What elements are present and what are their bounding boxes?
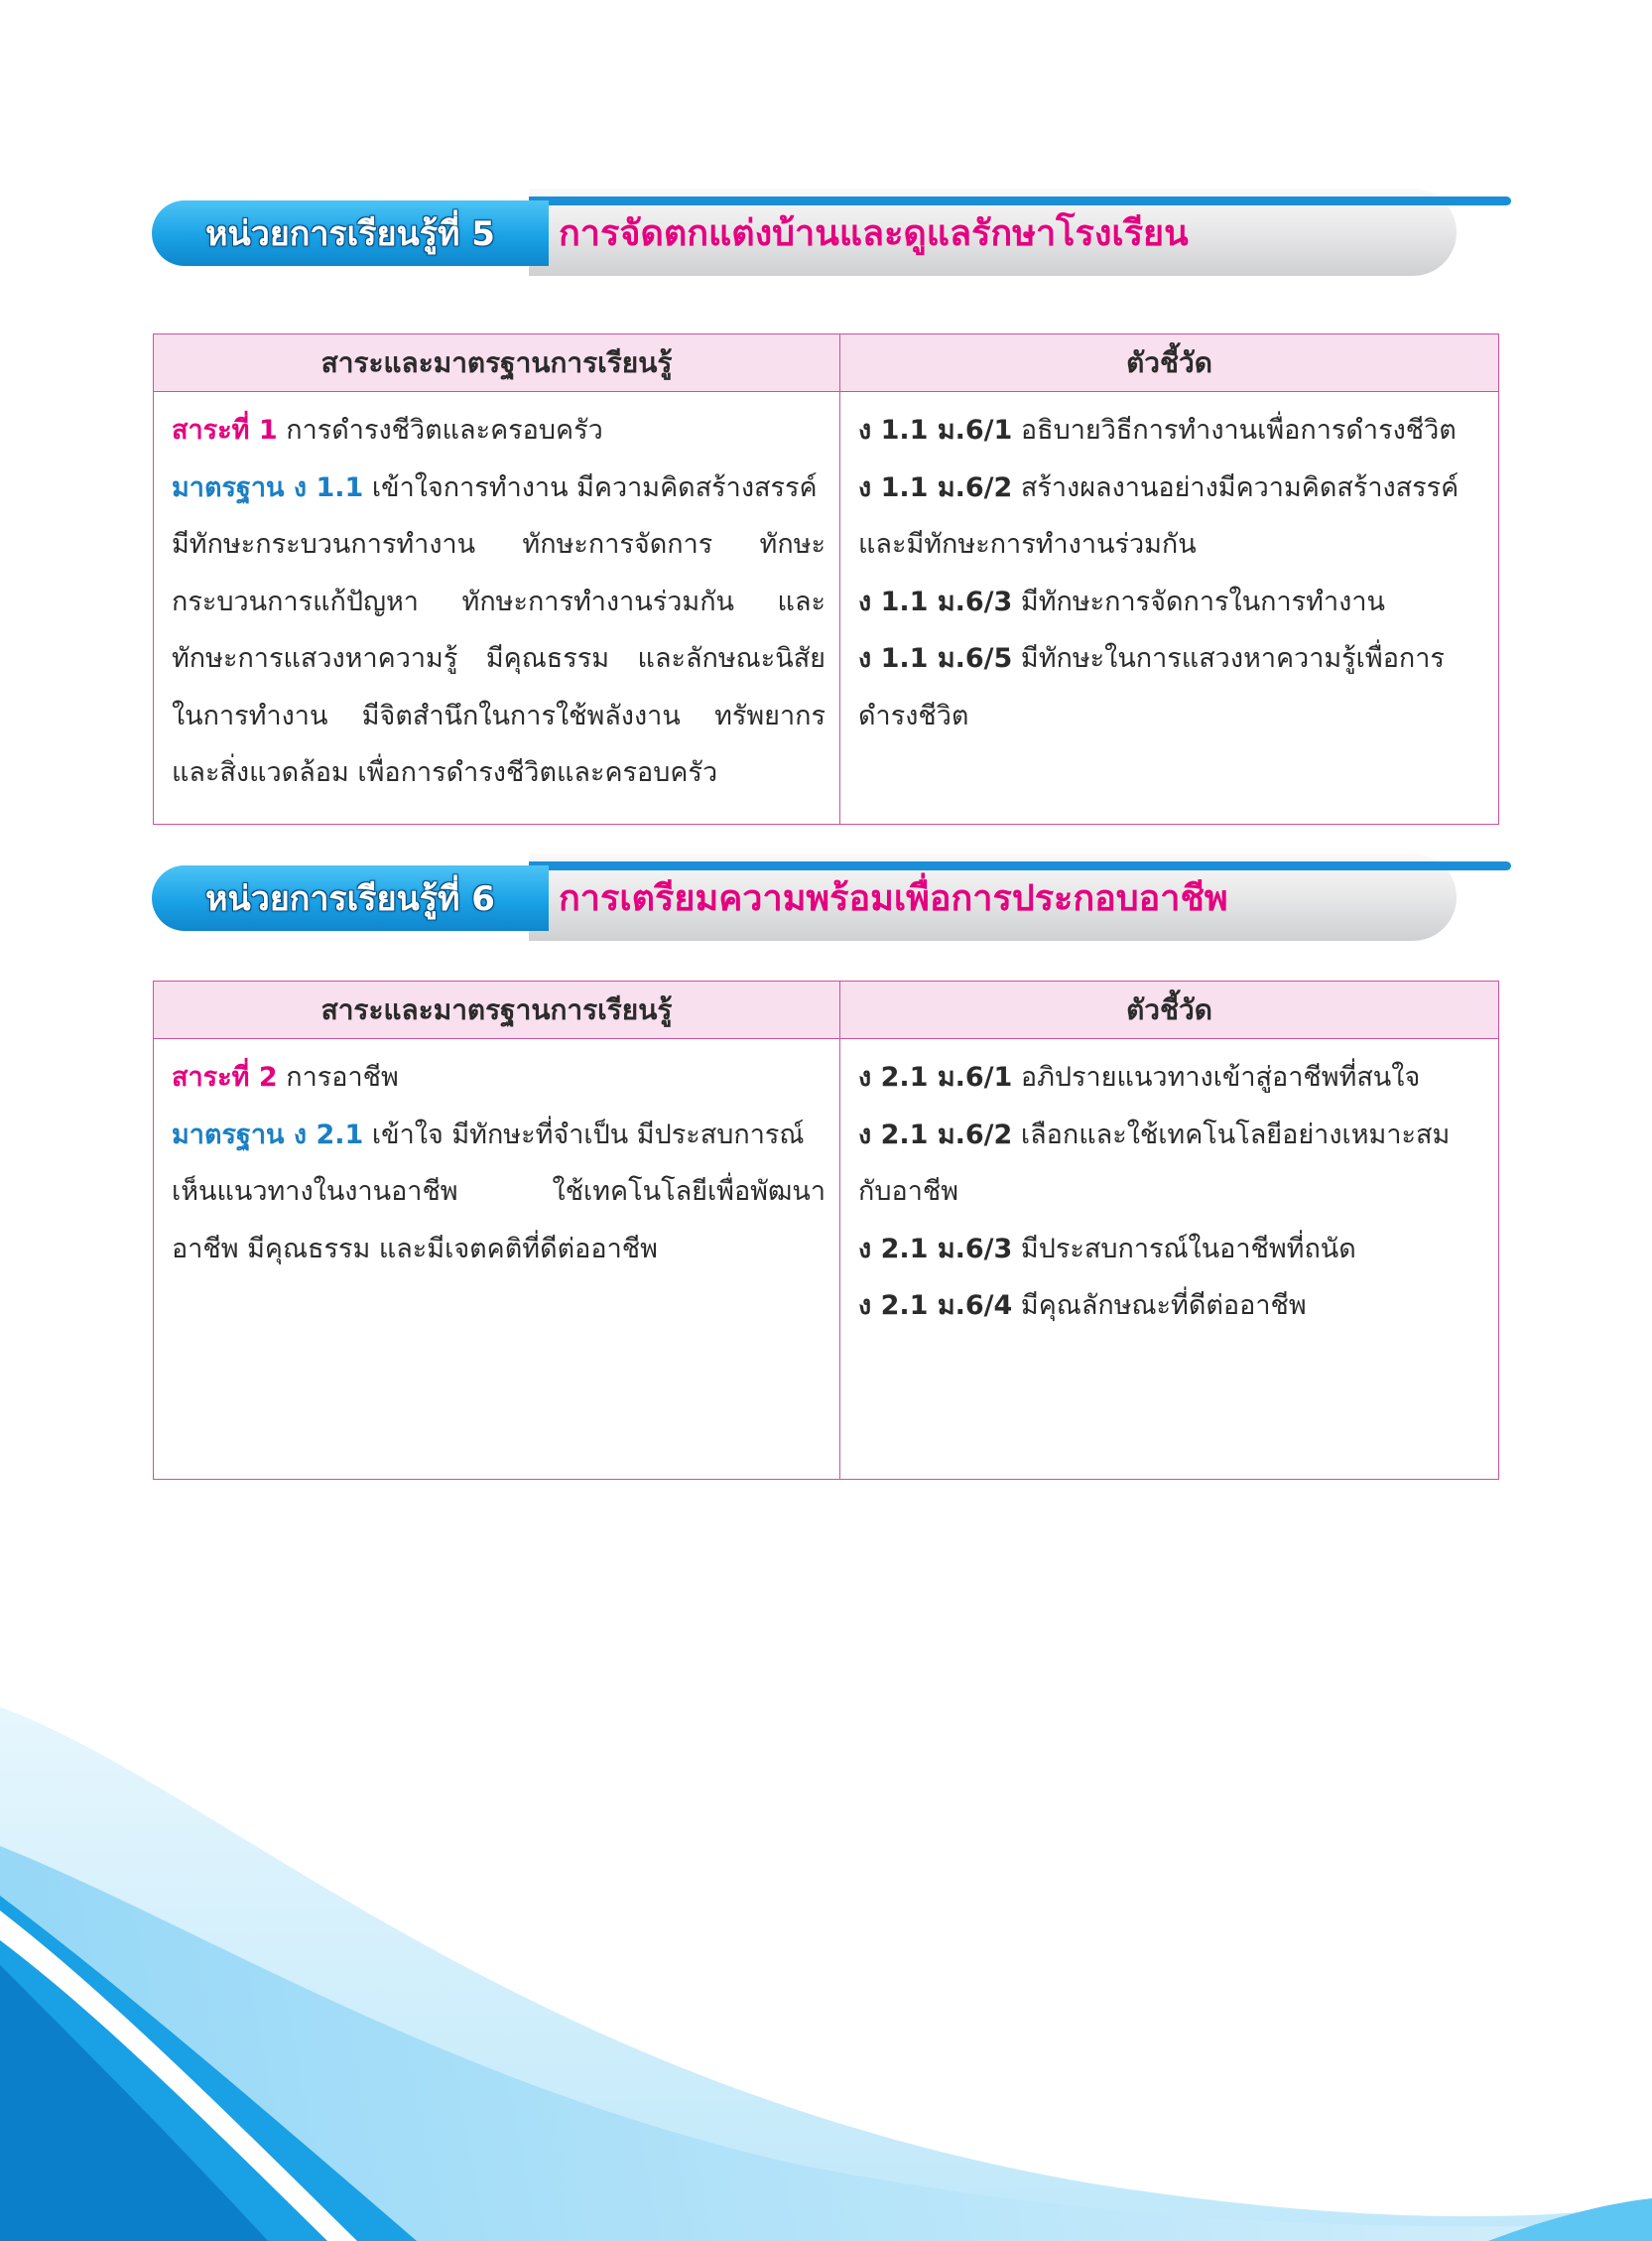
standard-line bbox=[172, 460, 826, 517]
banner-accent-line bbox=[529, 197, 1511, 205]
indicator-text: มีทักษะในการแสวงหาความรู้เพื่อการ bbox=[1020, 643, 1445, 674]
standard-line: เห็นแนวทางในงานอาชีพ ใช้เทคโนโลยีเพื่อพัฒนา bbox=[172, 1176, 826, 1207]
banner-accent-line bbox=[529, 861, 1511, 870]
header-indicators: ตัวชี้วัด bbox=[840, 334, 1499, 392]
standard-label: มาตรฐาน ง 2.1 bbox=[172, 1119, 364, 1150]
indicator-text: อภิปรายแนวทางเข้าสู่อาชีพที่สนใจ bbox=[1020, 1062, 1421, 1093]
unit-label-pill bbox=[152, 865, 549, 931]
indicator-line bbox=[858, 630, 1484, 688]
indicator-code: ง 1.1 ม.6/1 bbox=[858, 415, 1013, 446]
decorative-wave bbox=[0, 1667, 1652, 2241]
header-indicators: ตัวชี้วัด bbox=[840, 982, 1499, 1039]
unit-title: การจัดตกแต่งบ้านและดูแลรักษาโรงเรียน bbox=[559, 213, 1189, 254]
unit-6-table bbox=[153, 981, 1499, 1480]
strand-text: การดำรงชีวิตและครอบครัว bbox=[286, 415, 603, 446]
table-row bbox=[154, 1039, 1499, 1480]
standard-line bbox=[172, 1107, 826, 1164]
unit-label-pill bbox=[152, 200, 549, 266]
indicator-code: ง 2.1 ม.6/4 bbox=[858, 1290, 1013, 1321]
indicator-text: อธิบายวิธีการทำงานเพื่อการดำรงชีวิต bbox=[1020, 415, 1457, 446]
standard-line: ในการทำงาน มีจิตสำนึกในการใช้พลังงาน ทรัพยากร bbox=[172, 700, 826, 731]
header-standards: สาระและมาตรฐานการเรียนรู้ bbox=[154, 982, 840, 1039]
indicator-line: และมีทักษะการทำงานร่วมกัน bbox=[858, 529, 1197, 560]
indicator-text: มีทักษะการจัดการในการทำงาน bbox=[1020, 586, 1385, 617]
indicator-code: ง 1.1 ม.6/5 bbox=[858, 643, 1013, 674]
indicator-text: สร้างผลงานอย่างมีความคิดสร้างสรรค์ bbox=[1020, 471, 1460, 503]
unit-6-banner bbox=[152, 854, 1457, 941]
table-header-row bbox=[154, 334, 1499, 392]
indicator-line bbox=[858, 1221, 1484, 1278]
indicator-text: มีประสบการณ์ในอาชีพที่ถนัด bbox=[1020, 1233, 1356, 1264]
standard-line: และสิ่งแวดล้อม เพื่อการดำรงชีวิตและครอบครัว bbox=[172, 757, 718, 788]
indicator-line bbox=[858, 1049, 1484, 1107]
standard-line: มีทักษะกระบวนการทำงาน ทักษะการจัดการ ทักษะ bbox=[172, 529, 826, 560]
standard-line: ทักษะการแสวงหาความรู้ มีคุณธรรม และลักษณะนิสัย bbox=[172, 643, 826, 674]
standard-line: กระบวนการแก้ปัญหา ทักษะการทำงานร่วมกัน และ bbox=[172, 586, 826, 617]
indicator-line bbox=[858, 1107, 1484, 1164]
strand-text: การอาชีพ bbox=[286, 1062, 399, 1093]
indicator-line bbox=[858, 1277, 1484, 1335]
header-standards: สาระและมาตรฐานการเรียนรู้ bbox=[154, 334, 840, 392]
unit-5-banner bbox=[152, 189, 1457, 276]
unit-5-table bbox=[153, 333, 1499, 825]
table-header-row bbox=[154, 982, 1499, 1039]
unit-label: หน่วยการเรียนรู้ที่ 6 bbox=[205, 879, 495, 919]
indicator-code: ง 1.1 ม.6/3 bbox=[858, 586, 1013, 617]
indicator-line bbox=[858, 574, 1484, 631]
indicator-code: ง 2.1 ม.6/3 bbox=[858, 1233, 1013, 1264]
indicator-code: ง 2.1 ม.6/2 bbox=[858, 1119, 1013, 1150]
standard-text: เข้าใจการทำงาน มีความคิดสร้างสรรค์ bbox=[371, 471, 818, 503]
indicators-cell bbox=[840, 392, 1499, 825]
standard-label: มาตรฐาน ง 1.1 bbox=[172, 471, 364, 503]
standards-cell bbox=[154, 1039, 840, 1480]
strand-line bbox=[172, 1049, 826, 1107]
indicator-line bbox=[858, 460, 1484, 517]
standards-cell bbox=[154, 392, 840, 825]
unit-title: การเตรียมความพร้อมเพื่อการประกอบอาชีพ bbox=[559, 878, 1228, 919]
strand-label: สาระที่ 2 bbox=[172, 1062, 278, 1093]
indicator-text: มีคุณลักษณะที่ดีต่ออาชีพ bbox=[1020, 1290, 1307, 1321]
indicator-code: ง 2.1 ม.6/1 bbox=[858, 1062, 1013, 1093]
indicator-code: ง 1.1 ม.6/2 bbox=[858, 471, 1013, 503]
indicator-line: กับอาชีพ bbox=[858, 1176, 958, 1207]
indicators-cell bbox=[840, 1039, 1499, 1480]
unit-label: หน่วยการเรียนรู้ที่ 5 bbox=[205, 214, 495, 254]
strand-line bbox=[172, 402, 826, 460]
strand-label: สาระที่ 1 bbox=[172, 415, 278, 446]
indicator-text: เลือกและใช้เทคโนโลยีอย่างเหมาะสม bbox=[1020, 1119, 1451, 1150]
table-row bbox=[154, 392, 1499, 825]
indicator-line: ดำรงชีวิต bbox=[858, 700, 969, 731]
standard-text: เข้าใจ มีทักษะที่จำเป็น มีประสบการณ์ bbox=[371, 1119, 805, 1150]
standard-line: อาชีพ มีคุณธรรม และมีเจตคติที่ดีต่ออาชีพ bbox=[172, 1233, 658, 1264]
indicator-line bbox=[858, 402, 1484, 460]
